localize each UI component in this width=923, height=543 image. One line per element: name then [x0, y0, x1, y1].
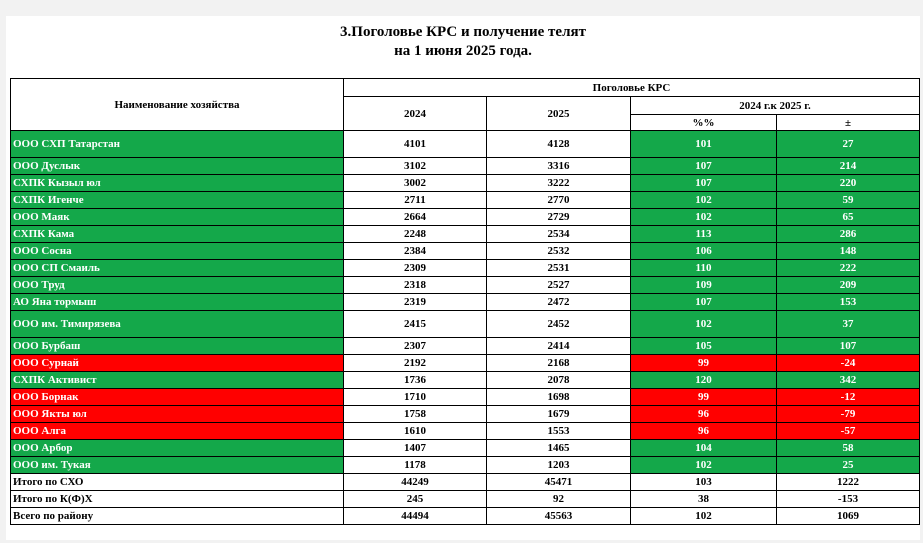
difference-cell: -12	[777, 389, 920, 406]
percent-cell: 102	[631, 311, 777, 338]
percent-cell: 110	[631, 260, 777, 277]
percent-cell: 106	[631, 243, 777, 260]
difference-cell: 37	[777, 311, 920, 338]
header-percent: %%	[631, 115, 777, 131]
percent-cell: 103	[631, 474, 777, 491]
farm-name-cell: СХПК Игенче	[11, 192, 344, 209]
table-row	[11, 389, 920, 406]
value-2025-cell: 45563	[487, 508, 631, 525]
value-2024-cell: 2192	[344, 355, 487, 372]
percent-cell: 102	[631, 192, 777, 209]
percent-cell: 107	[631, 175, 777, 192]
farm-name-cell: ООО Труд	[11, 277, 344, 294]
difference-cell: 27	[777, 131, 920, 158]
value-2024-cell: 2248	[344, 226, 487, 243]
farm-name-cell: ООО Бурбаш	[11, 338, 344, 355]
cattle-table	[10, 78, 920, 525]
total-row	[11, 508, 920, 525]
difference-cell: 1069	[777, 508, 920, 525]
value-2025-cell: 2414	[487, 338, 631, 355]
value-2024-cell: 2307	[344, 338, 487, 355]
table-row	[11, 406, 920, 423]
difference-cell: 222	[777, 260, 920, 277]
value-2024-cell: 1736	[344, 372, 487, 389]
value-2025-cell: 1698	[487, 389, 631, 406]
percent-cell: 99	[631, 389, 777, 406]
value-2025-cell: 2534	[487, 226, 631, 243]
total-row	[11, 474, 920, 491]
value-2025-cell: 4128	[487, 131, 631, 158]
value-2024-cell: 1178	[344, 457, 487, 474]
value-2025-cell: 2531	[487, 260, 631, 277]
value-2024-cell: 1758	[344, 406, 487, 423]
table-row	[11, 226, 920, 243]
document-sheet	[6, 16, 920, 540]
farm-name-cell: ООО Сурнай	[11, 355, 344, 372]
table-body	[11, 131, 920, 525]
value-2024-cell: 2415	[344, 311, 487, 338]
value-2025-cell: 1679	[487, 406, 631, 423]
farm-name-cell: СХПК Активист	[11, 372, 344, 389]
table-row	[11, 440, 920, 457]
table-row	[11, 158, 920, 175]
title-line-2: на 1 июня 2025 года.	[394, 43, 532, 59]
difference-cell: -24	[777, 355, 920, 372]
header-comparison: 2024 г.к 2025 г.	[631, 97, 920, 115]
value-2025-cell: 2078	[487, 372, 631, 389]
value-2024-cell: 2664	[344, 209, 487, 226]
difference-cell: -153	[777, 491, 920, 508]
percent-cell: 107	[631, 158, 777, 175]
difference-cell: 65	[777, 209, 920, 226]
percent-cell: 113	[631, 226, 777, 243]
difference-cell: -57	[777, 423, 920, 440]
difference-cell: 209	[777, 277, 920, 294]
percent-cell: 104	[631, 440, 777, 457]
value-2025-cell: 45471	[487, 474, 631, 491]
percent-cell: 105	[631, 338, 777, 355]
value-2025-cell: 2452	[487, 311, 631, 338]
value-2025-cell: 1203	[487, 457, 631, 474]
difference-cell: 59	[777, 192, 920, 209]
value-2025-cell: 2532	[487, 243, 631, 260]
table-row	[11, 175, 920, 192]
value-2025-cell: 3316	[487, 158, 631, 175]
table-row	[11, 457, 920, 474]
farm-name-cell: ООО Борнак	[11, 389, 344, 406]
value-2024-cell: 245	[344, 491, 487, 508]
farm-name-cell: ООО им. Тимирязева	[11, 311, 344, 338]
difference-cell: 286	[777, 226, 920, 243]
table-row	[11, 209, 920, 226]
percent-cell: 96	[631, 423, 777, 440]
percent-cell: 38	[631, 491, 777, 508]
difference-cell: -79	[777, 406, 920, 423]
value-2024-cell: 2318	[344, 277, 487, 294]
percent-cell: 120	[631, 372, 777, 389]
farm-name-cell: ООО Якты юл	[11, 406, 344, 423]
farm-name-cell: ООО СП Смаиль	[11, 260, 344, 277]
difference-cell: 220	[777, 175, 920, 192]
farm-name-cell: Итого по К(Ф)Х	[11, 491, 344, 508]
value-2025-cell: 1465	[487, 440, 631, 457]
percent-cell: 102	[631, 209, 777, 226]
table-row	[11, 372, 920, 389]
table-row	[11, 260, 920, 277]
value-2025-cell: 2729	[487, 209, 631, 226]
value-2024-cell: 4101	[344, 131, 487, 158]
table-row	[11, 355, 920, 372]
table-row	[11, 243, 920, 260]
percent-cell: 102	[631, 457, 777, 474]
difference-cell: 25	[777, 457, 920, 474]
header-farm-name: Наименование хозяйства	[11, 79, 344, 131]
farm-name-cell: Всего по району	[11, 508, 344, 525]
farm-name-cell: ООО Сосна	[11, 243, 344, 260]
difference-cell: 107	[777, 338, 920, 355]
value-2024-cell: 2319	[344, 294, 487, 311]
value-2024-cell: 1610	[344, 423, 487, 440]
table-row	[11, 294, 920, 311]
difference-cell: 148	[777, 243, 920, 260]
table-row	[11, 423, 920, 440]
difference-cell: 58	[777, 440, 920, 457]
value-2025-cell: 2472	[487, 294, 631, 311]
farm-name-cell: АО Яна тормыш	[11, 294, 344, 311]
difference-cell: 1222	[777, 474, 920, 491]
farm-name-cell: ООО им. Тукая	[11, 457, 344, 474]
percent-cell: 102	[631, 508, 777, 525]
header-2024: 2024	[344, 97, 487, 131]
percent-cell: 101	[631, 131, 777, 158]
value-2024-cell: 3102	[344, 158, 487, 175]
value-2024-cell: 3002	[344, 175, 487, 192]
table-row	[11, 131, 920, 158]
value-2024-cell: 2384	[344, 243, 487, 260]
table-row	[11, 277, 920, 294]
value-2025-cell: 2168	[487, 355, 631, 372]
value-2025-cell: 92	[487, 491, 631, 508]
value-2024-cell: 44494	[344, 508, 487, 525]
value-2024-cell: 2711	[344, 192, 487, 209]
value-2024-cell: 2309	[344, 260, 487, 277]
percent-cell: 96	[631, 406, 777, 423]
value-2025-cell: 2527	[487, 277, 631, 294]
farm-name-cell: ООО Алга	[11, 423, 344, 440]
farm-name-cell: СХПК Кама	[11, 226, 344, 243]
percent-cell: 99	[631, 355, 777, 372]
percent-cell: 107	[631, 294, 777, 311]
farm-name-cell: ООО Маяк	[11, 209, 344, 226]
farm-name-cell: Итого по СХО	[11, 474, 344, 491]
value-2024-cell: 1710	[344, 389, 487, 406]
farm-name-cell: ООО Арбор	[11, 440, 344, 457]
document-title	[6, 16, 920, 73]
value-2025-cell: 3222	[487, 175, 631, 192]
value-2024-cell: 44249	[344, 474, 487, 491]
table-row	[11, 311, 920, 338]
title-line-1: 3.Поголовье КРС и получение телят	[340, 24, 586, 40]
header-difference: ±	[777, 115, 920, 131]
value-2025-cell: 2770	[487, 192, 631, 209]
farm-name-cell: ООО Дуслык	[11, 158, 344, 175]
header-2025: 2025	[487, 97, 631, 131]
difference-cell: 153	[777, 294, 920, 311]
table-row	[11, 338, 920, 355]
farm-name-cell: ООО СХП Татарстан	[11, 131, 344, 158]
total-row	[11, 491, 920, 508]
value-2024-cell: 1407	[344, 440, 487, 457]
header-cattle-group: Поголовье КРС	[344, 79, 920, 97]
value-2025-cell: 1553	[487, 423, 631, 440]
difference-cell: 342	[777, 372, 920, 389]
difference-cell: 214	[777, 158, 920, 175]
farm-name-cell: СХПК Кызыл юл	[11, 175, 344, 192]
table-row	[11, 192, 920, 209]
percent-cell: 109	[631, 277, 777, 294]
